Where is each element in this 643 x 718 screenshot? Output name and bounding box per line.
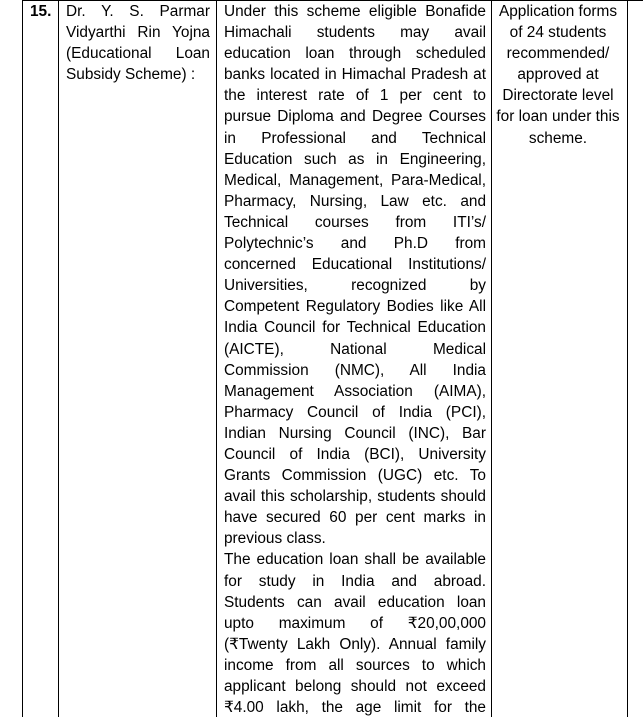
description-paragraph: The education loan shall be available for study in India and abroad. Students can avail education loan upto maximum of ₹20,00,000 (₹Twenty Lakh Only). Annual family income from all sources to which applicant belong should not exceed ₹4.00 lakh, the age limit for the [224,551,486,717]
table-right-border [627,0,628,717]
scheme-outcome: Application forms of 24 students recommended/ approved at Directorate level for loan under this scheme. [496,3,620,147]
column-divider-2 [216,0,217,717]
column-divider-1 [58,0,59,717]
scheme-description [224,1,486,718]
row-number: 15. [30,3,52,20]
description-paragraph: Under this scheme eligible Bonafide Himachali students may avail education loan through scheduled banks located in Himachal Pradesh at the interest rate of 1 per cent to pursue Diploma and Degree Courses in Professional and Technical Education such as in Engineering, Medical, Management, Para-Medical, Pharmacy, Nursing, Law etc. and Technical courses from ITI’s/ Polytechnic’s and Ph.D from concerned Educational Institutions/ Universities, recognized by Competent Regulatory Bodies like All India Council for Technical Education (AICTE), National Medical Commission (NMC), All India Management Association (AIMA), Pharmacy Council of India (PCI), Indian Nursing Council (INC), Bar Council of India (BCI), University Grants Commission (UGC) etc. To avail this scholarship, students should have secured 60 per cent marks in previous class. [224,3,486,548]
column-divider-3 [491,0,492,717]
scheme-name: Dr. Y. S. Parmar Vidyarthi Rin Yojna (Educational Loan Subsidy Scheme) : [66,3,210,84]
table-left-border [22,0,23,717]
